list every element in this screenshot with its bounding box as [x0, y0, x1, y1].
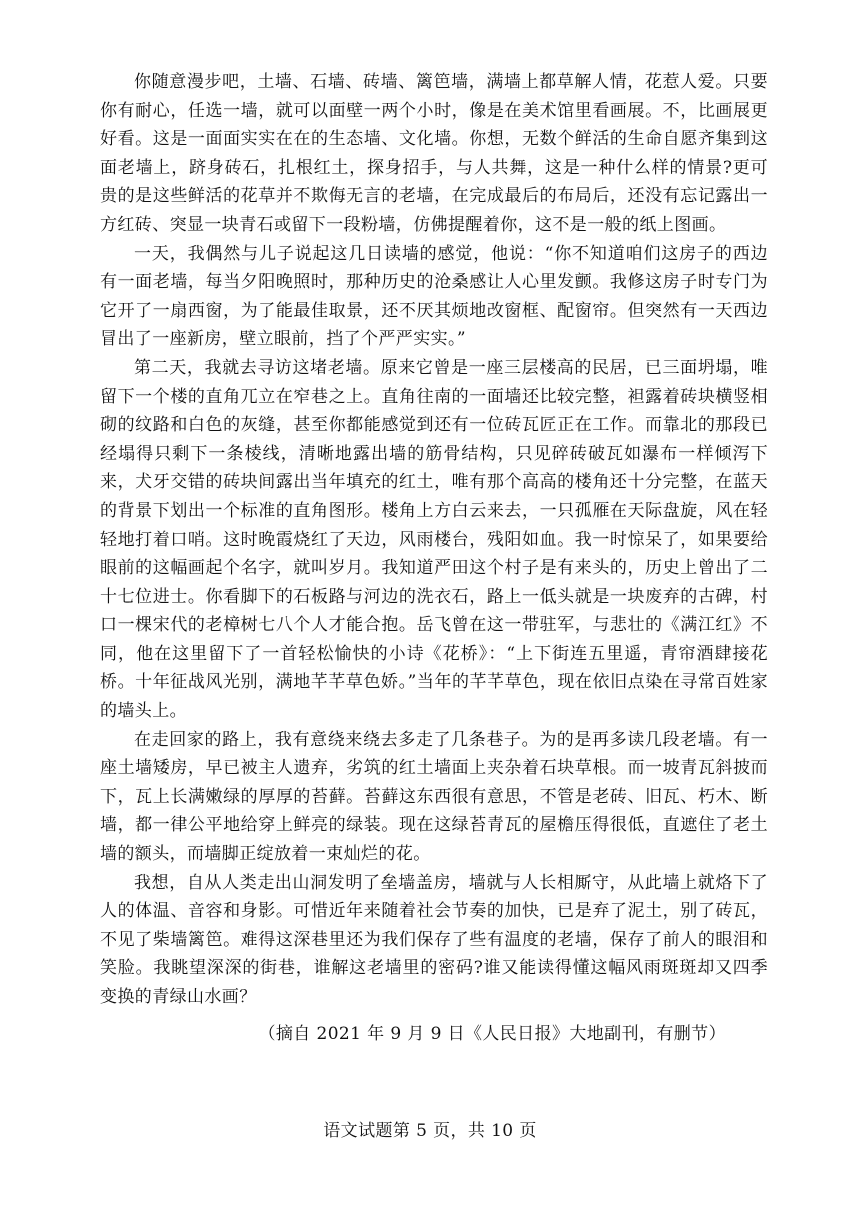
paragraph-3: 第二天，我就去寻访这堵老墙。原来它曾是一座三层楼高的民居，已三面坍塌，唯留下一个楼的直角兀立在窄巷之上。直角往南的一面墙还比较完整，袒露着砖块横竖相砌的纹路和白色的灰缝，甚至你都能感觉到还有一位砖瓦匠正在工作。而靠北的那段已经塌得只剩下一条棱线，清晰地露出墙的筋骨结构，只见碎砖破瓦如瀑布一样倾泻下来，犬牙交错的砖块间露出当年填充的红土，唯有那个高高的楼角还十分完整，在蓝天的背景下划出一个标准的直角图形。楼角上方白云来去，一只孤雁在天际盘旋，风在轻轻地打着口哨。这时晚霞烧红了天边，风雨楼台，残阳如血。我一时惊呆了，如果要给眼前的这幅画起个名字，就叫岁月。我知道严田这个村子是有来头的，历史上曾出了二十七位进士。你看脚下的石板路与河边的洗衣石，路上一低头就是一块废弃的古碑，村口一棵宋代的老樟树七八个人才能合抱。岳飞曾在这一带驻军，与悲壮的《满江红》不同，他在这里留下了一首轻松愉快的小诗《花桥》：“上下街连五里遥，青帘酒肆接花桥。十年征战风光别，满地芊芊草色娇。”当年的芊芊草色，现在依旧点染在寻常百姓家的墙头上。: [100, 357, 768, 722]
article-source: （摘自 2021 年 9 月 9 日《人民日报》大地副刊，有删节）: [258, 1023, 726, 1044]
page-footer: 语文试题第 5 页，共 10 页: [323, 1121, 537, 1141]
paragraph-4: 在走回家的路上，我有意绕来绕去多走了几条巷子。为的是再多读几段老墙。有一座土墙矮房，早已被主人遗弃，劣筑的红土墙面上夹杂着石块草根。而一坡青瓦斜披而下，瓦上长满嫩绿的厚厚的苔藓。苔藓这东西很有意思，不管是老砖、旧瓦、朽木、断墙，都一律公平地给穿上鲜亮的绿装。现在这绿苔青瓦的屋檐压得很低，直遮住了老土墙的额头，而墙脚正绽放着一束灿烂的花。: [100, 729, 768, 865]
paragraph-5: 我想，自从人类走出山洞发明了垒墙盖房，墙就与人长相厮守，从此墙上就烙下了人的体温、音容和身影。可惜近年来随着社会节奏的加快，已是弃了泥土，别了砖瓦，不见了柴墙篱笆。难得这深巷里还为我们保存了些有温度的老墙，保存了前人的眼泪和笑脸。我眺望深深的街巷，谁解这老墙里的密码?谁又能读得懂这幅风雨斑斑却又四季变换的青绿山水画？: [100, 872, 768, 1007]
paragraph-1: 你随意漫步吧，土墙、石墙、砖墙、篱笆墙，满墙上都草解人情，花惹人爱。只要你有耐心，任选一墙，就可以面壁一两个小时，像是在美术馆里看画展。不，比画展更好看。这是一面面实实在在的生态墙、文化墙。你想，无数个鲜活的生命自愿齐集到这面老墙上，跻身砖石，扎根红土，探身招手，与人共舞，这是一种什么样的情景?更可贵的是这些鲜活的花草并不欺侮无言的老墙，在完成最后的布局后，还没有忘记露出一方红砖、突显一块青石或留下一段粉墙，仿佛提醒着你，这不是一般的纸上图画。: [100, 72, 768, 235]
paragraph-2: 一天，我偶然与儿子说起这几日读墙的感觉，他说：“你不知道咱们这房子的西边有一面老墙，每当夕阳晚照时，那种历史的沧桑感让人心里发颤。我修这房子时专门为它开了一扇西窗，为了能最佳取景，还不厌其烦地改窗框、配窗帘。但突然有一天西边冒出了一座新房，壁立眼前，挡了个严严实实。”: [100, 243, 768, 350]
article-body: [100, 68, 768, 1048]
